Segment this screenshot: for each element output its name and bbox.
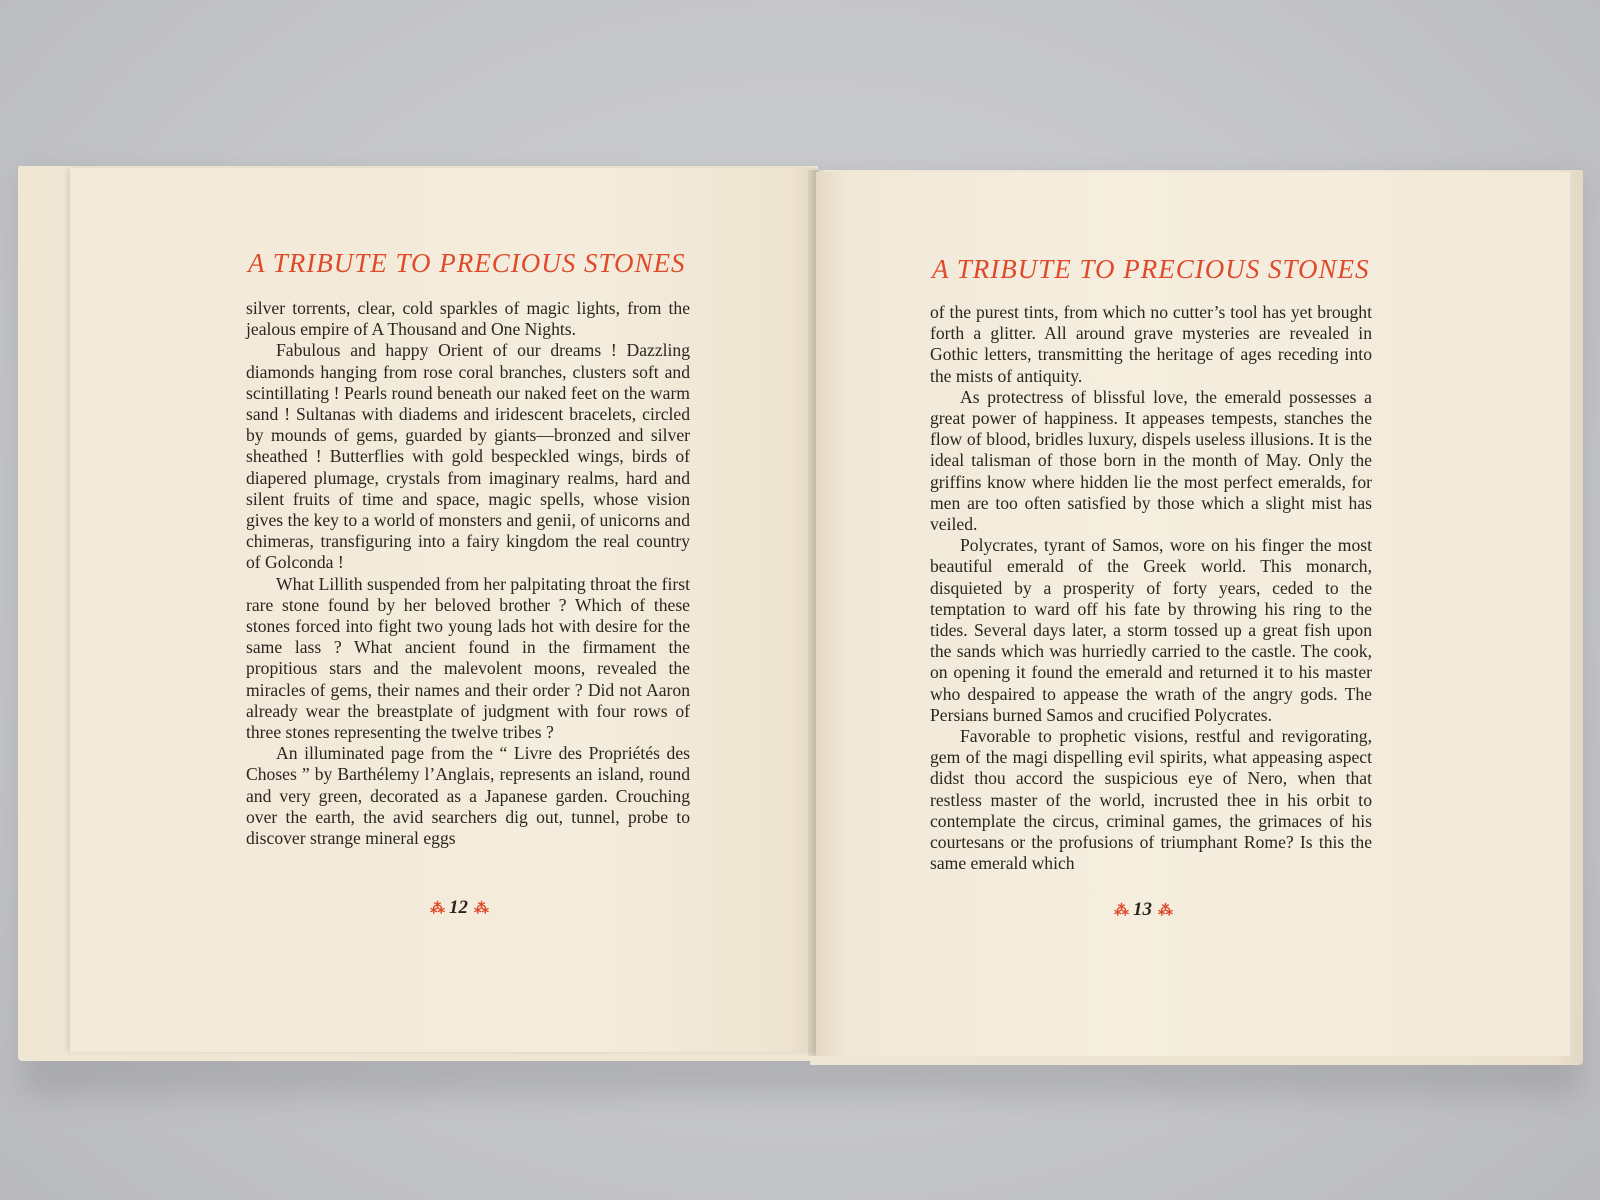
- left-paragraph-3: What Lillith suspended from her palpitating throat the first rare stone found by her beloved brother ? Which of these stones forced into fight two young lads hot with desire for the same lass ? What ancient found in the firmament the propitious stars and the malevolent moons, revealed the miracles of gems, their names and their order ? Did not Aaron already wear the breastplate of judgment with four rows of three stones representing the twelve tribes ?: [246, 573, 690, 743]
- ornament-left-icon: ⁂: [430, 900, 443, 917]
- right-paragraph-2: As protectress of blissful love, the emerald possesses a great power of happiness. It appeases tempests, stanches the flow of blood, bridles luxury, dispels useless illusions. It is the ideal talisman of those born in the month of May. Only the griffins know where hidden lie the most perfect emeralds, for men are too often satisfied by those which a slight mist has veiled.: [930, 386, 1372, 535]
- ornament-right-icon: ⁂: [474, 900, 487, 917]
- ornament-right-icon: ⁂: [1158, 902, 1171, 919]
- right-page-number: 13: [1133, 899, 1152, 920]
- right-paragraph-4: Favorable to prophetic visions, restful and revigorating, gem of the magi dispelling evil spirits, what appeasing aspect didst thou accord the suspicious eye of Nero, when that restless master of the world, incrusted thee in his orbit to contemplate the circus, criminal games, the grimaces of his courtesans or the profusions of triumphant Rome? Is this the same emerald which: [930, 726, 1372, 874]
- left-body-text: [246, 298, 690, 849]
- ornament-left-icon: ⁂: [1114, 902, 1127, 919]
- right-body-text: [930, 302, 1372, 874]
- left-paragraph-1: silver torrents, clear, cold sparkles of magic lights, from the jealous empire of A Thousand and One Nights.: [246, 298, 690, 340]
- left-paragraph-4: An illuminated page from the “ Livre des Propriétés des Choses ” by Barthélemy l’Anglais, represents an island, round and very green, decorated as a Japanese garden. Crouching over the earth, the avid searchers dig out, tunnel, probe to discover strange mineral eggs: [246, 743, 690, 849]
- right-running-head: A TRIBUTE TO PRECIOUS STONES: [932, 254, 1370, 284]
- right-paragraph-3: Polycrates, tyrant of Samos, wore on his finger the most beautiful emerald of the Greek world. This monarch, disquieted by a prosperity of forty years, ceded to the temptation to ward off his fate by throwing his ring to the tides. Several days later, a storm tossed up a great fish upon the sands which was hurriedly carried to the castle. The cook, on opening it found the emerald and returned it to his master who despaired to appease the wrath of the angry gods. The Persians burned Samos and crucified Polycrates.: [930, 535, 1372, 725]
- left-page-number: 12: [449, 897, 468, 918]
- left-folio: [430, 897, 487, 919]
- right-folio: [1114, 899, 1171, 921]
- right-paragraph-1: of the purest tints, from which no cutter’s tool has yet brought forth a glitter. All around grave mysteries are revealed in Gothic letters, transmitting the heritage of ages receding into the mists of antiquity.: [930, 302, 1372, 386]
- left-running-head: A TRIBUTE TO PRECIOUS STONES: [248, 248, 686, 278]
- left-page: [70, 168, 818, 1052]
- left-paragraph-2: Fabulous and happy Orient of our dreams ! Dazzling diamonds hanging from rose coral branches, clusters soft and scintillating ! Pearls round beneath our naked feet on the warm sand ! Sultanas with diadems and iridescent bracelets, circled by mounds of gems, guarded by giants—bronzed and silver sheathed ! Butterflies with gold bespeckled wings, birds of diapered plumage, crystals from imaginary realms, hard and silent fruits of time and space, magic spells, whose vision gives the key to a world of monsters and genii, of unicorns and chimeras, transfiguring into a fairy kingdom the real country of Golconda !: [246, 340, 690, 573]
- right-page: [816, 172, 1570, 1056]
